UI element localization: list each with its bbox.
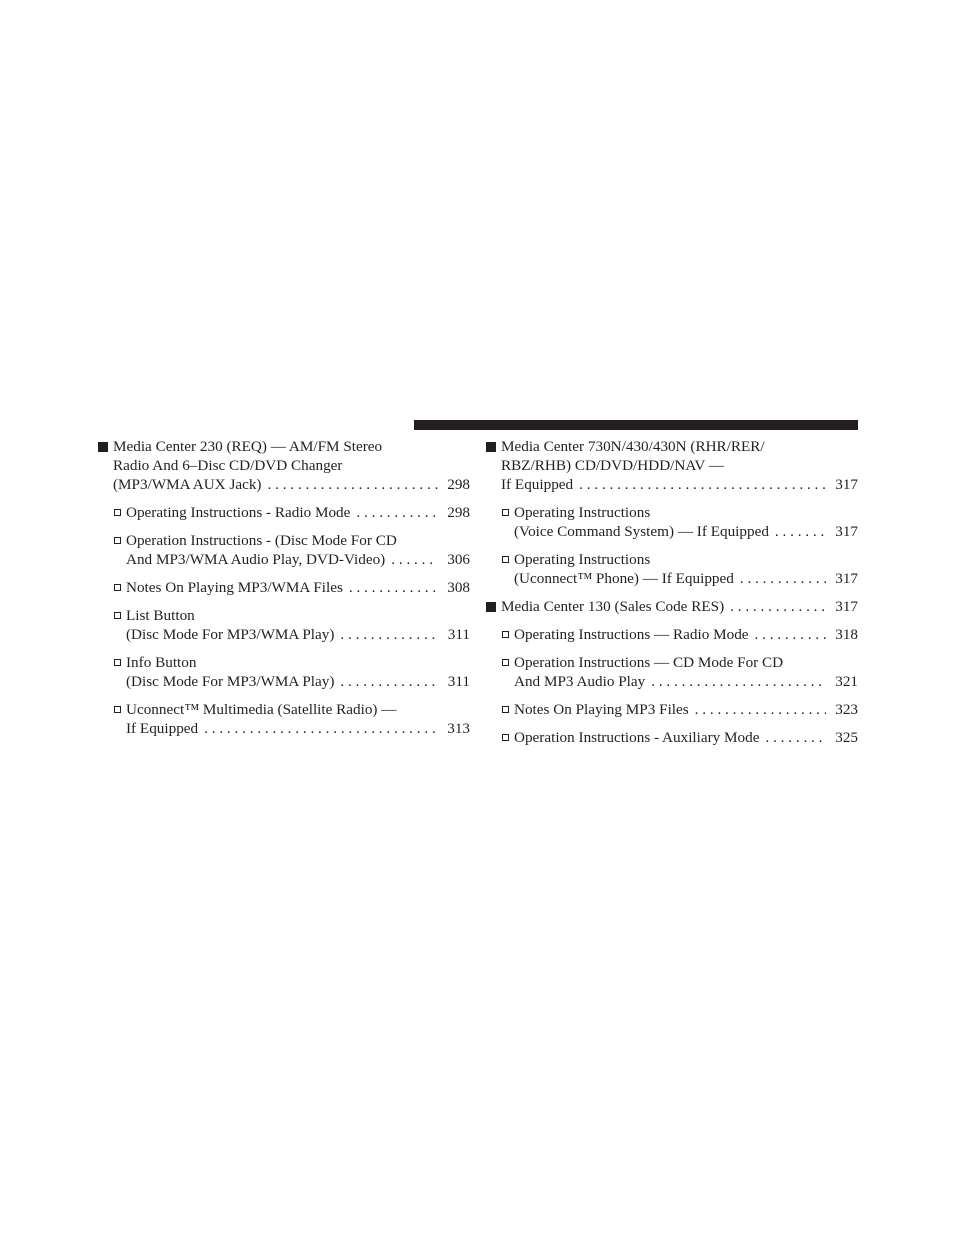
page-number: 318 bbox=[835, 626, 858, 643]
dot-leader bbox=[775, 522, 826, 541]
hollow-square-bullet-icon bbox=[502, 659, 509, 666]
toc-entry-text: Operation Instructions - Auxiliary Mode bbox=[514, 729, 760, 746]
toc-entry-text: And MP3/WMA Audio Play, DVD-Video) bbox=[126, 551, 386, 568]
toc-entry-line bbox=[484, 550, 858, 569]
square-bullet-icon bbox=[98, 442, 108, 452]
hollow-square-bullet-icon bbox=[114, 612, 121, 619]
toc-entry-line bbox=[96, 672, 470, 691]
toc-entry-text: Operation Instructions — CD Mode For CD bbox=[514, 654, 784, 671]
toc-entry-line bbox=[484, 522, 858, 541]
page-number: 311 bbox=[447, 626, 470, 643]
dot-leader bbox=[740, 569, 826, 588]
page-number: 313 bbox=[447, 720, 470, 737]
toc-entry-text: Media Center 230 (REQ) — AM/FM Stereo bbox=[113, 438, 383, 455]
toc-entry-text: (Disc Mode For MP3/WMA Play) bbox=[126, 673, 335, 690]
hollow-square-bullet-icon bbox=[114, 706, 121, 713]
dot-leader bbox=[204, 719, 438, 738]
dot-leader bbox=[651, 672, 826, 691]
hollow-square-bullet-icon bbox=[502, 706, 509, 713]
toc-entry-text: (Uconnect™ Phone) — If Equipped bbox=[514, 570, 734, 587]
square-bullet-icon bbox=[486, 602, 496, 612]
page-number: 321 bbox=[835, 673, 858, 690]
toc-entry-line bbox=[484, 597, 858, 616]
toc-sub-entry bbox=[96, 700, 470, 738]
toc-sub-entry bbox=[484, 653, 858, 691]
toc-entry-text: And MP3 Audio Play bbox=[514, 673, 646, 690]
dot-leader bbox=[579, 475, 826, 494]
toc-entry-line bbox=[96, 503, 470, 522]
toc-entry-text: Operating Instructions bbox=[514, 551, 651, 568]
hollow-square-bullet-icon bbox=[114, 509, 121, 516]
toc-sub-entry bbox=[484, 550, 858, 588]
toc-entry-line bbox=[96, 475, 470, 494]
toc-entry-line bbox=[96, 578, 470, 597]
toc-entry-line bbox=[484, 625, 858, 644]
toc-sub-entry bbox=[96, 531, 470, 569]
toc-entry-line bbox=[484, 700, 858, 719]
toc-sub-entry bbox=[484, 728, 858, 747]
toc-entry-line bbox=[96, 606, 470, 625]
page-number: 317 bbox=[835, 523, 858, 540]
square-bullet-icon bbox=[486, 442, 496, 452]
toc-sub-entry bbox=[484, 625, 858, 644]
page-number: 325 bbox=[835, 729, 858, 746]
page-number: 317 bbox=[835, 476, 858, 493]
toc-entry-line bbox=[484, 475, 858, 494]
toc-entry-text: If Equipped bbox=[501, 476, 574, 493]
toc-sub-entry bbox=[96, 653, 470, 691]
hollow-square-bullet-icon bbox=[502, 734, 509, 741]
toc-sub-entry bbox=[96, 503, 470, 522]
dot-leader bbox=[391, 550, 438, 569]
dot-leader bbox=[268, 475, 439, 494]
toc-entry-text: Operating Instructions bbox=[514, 504, 651, 521]
toc-entry-line bbox=[484, 569, 858, 588]
hollow-square-bullet-icon bbox=[114, 537, 121, 544]
toc-entry-text: Radio And 6–Disc CD/DVD Changer bbox=[113, 457, 343, 474]
toc-entry-line bbox=[96, 625, 470, 644]
hollow-square-bullet-icon bbox=[114, 584, 121, 591]
toc-entry-line bbox=[96, 550, 470, 569]
toc-sub-entry bbox=[96, 578, 470, 597]
hollow-square-bullet-icon bbox=[502, 556, 509, 563]
toc-entry-line bbox=[96, 653, 470, 672]
toc-sub-entry bbox=[96, 606, 470, 644]
toc-entry-text: List Button bbox=[126, 607, 195, 624]
toc-entry-line bbox=[484, 503, 858, 522]
toc-entry-line bbox=[484, 653, 858, 672]
toc-entry-text: Operation Instructions - (Disc Mode For CD bbox=[126, 532, 397, 549]
toc-entry-text: Media Center 730N/430/430N (RHR/RER/ bbox=[501, 438, 765, 455]
toc-entry-text: Info Button bbox=[126, 654, 197, 671]
toc-entry-text: Operating Instructions — Radio Mode bbox=[514, 626, 749, 643]
toc-entry-text: Media Center 130 (Sales Code RES) bbox=[501, 598, 725, 615]
toc-entry-text: Uconnect™ Multimedia (Satellite Radio) — bbox=[126, 701, 397, 718]
toc-right-column bbox=[484, 437, 858, 756]
toc-entry-text: (Disc Mode For MP3/WMA Play) bbox=[126, 626, 335, 643]
dot-leader bbox=[340, 625, 438, 644]
toc-entry-text: Notes On Playing MP3/WMA Files bbox=[126, 579, 343, 596]
toc-entry-line bbox=[96, 437, 470, 456]
page-number: 308 bbox=[447, 579, 470, 596]
page-number: 311 bbox=[447, 673, 470, 690]
toc-entry-line bbox=[484, 437, 858, 456]
hollow-square-bullet-icon bbox=[114, 659, 121, 666]
toc-entry-line bbox=[96, 531, 470, 550]
page-number: 298 bbox=[447, 476, 470, 493]
dot-leader bbox=[349, 578, 438, 597]
toc-entry-text: If Equipped bbox=[126, 720, 199, 737]
toc-entry-line bbox=[96, 719, 470, 738]
toc-main-entry bbox=[484, 437, 858, 494]
dot-leader bbox=[755, 625, 826, 644]
toc-entry-text: Operating Instructions - Radio Mode bbox=[126, 504, 351, 521]
toc-entry-line bbox=[484, 456, 858, 475]
toc-entry-line bbox=[96, 456, 470, 475]
dot-leader bbox=[765, 728, 826, 747]
dot-leader bbox=[695, 700, 826, 719]
page-number: 306 bbox=[447, 551, 470, 568]
toc-entry-text: (Voice Command System) — If Equipped bbox=[514, 523, 769, 540]
header-bar bbox=[414, 420, 858, 430]
page-number: 298 bbox=[447, 504, 470, 521]
toc-entry-line bbox=[484, 728, 858, 747]
page-number: 317 bbox=[835, 570, 858, 587]
toc-sub-entry bbox=[484, 700, 858, 719]
hollow-square-bullet-icon bbox=[502, 631, 509, 638]
dot-leader bbox=[356, 503, 438, 522]
toc-entry-line bbox=[96, 700, 470, 719]
toc-entry-text: RBZ/RHB) CD/DVD/HDD/NAV — bbox=[501, 457, 725, 474]
toc-main-entry bbox=[96, 437, 470, 494]
dot-leader bbox=[730, 597, 826, 616]
toc-entry-line bbox=[484, 672, 858, 691]
toc-left-column bbox=[96, 437, 470, 747]
toc-entry-text: (MP3/WMA AUX Jack) bbox=[113, 476, 262, 493]
hollow-square-bullet-icon bbox=[502, 509, 509, 516]
toc-sub-entry bbox=[484, 503, 858, 541]
page-number: 317 bbox=[835, 598, 858, 615]
dot-leader bbox=[340, 672, 438, 691]
page-number: 323 bbox=[835, 701, 858, 718]
toc-entry-text: Notes On Playing MP3 Files bbox=[514, 701, 689, 718]
toc-main-entry bbox=[484, 597, 858, 616]
